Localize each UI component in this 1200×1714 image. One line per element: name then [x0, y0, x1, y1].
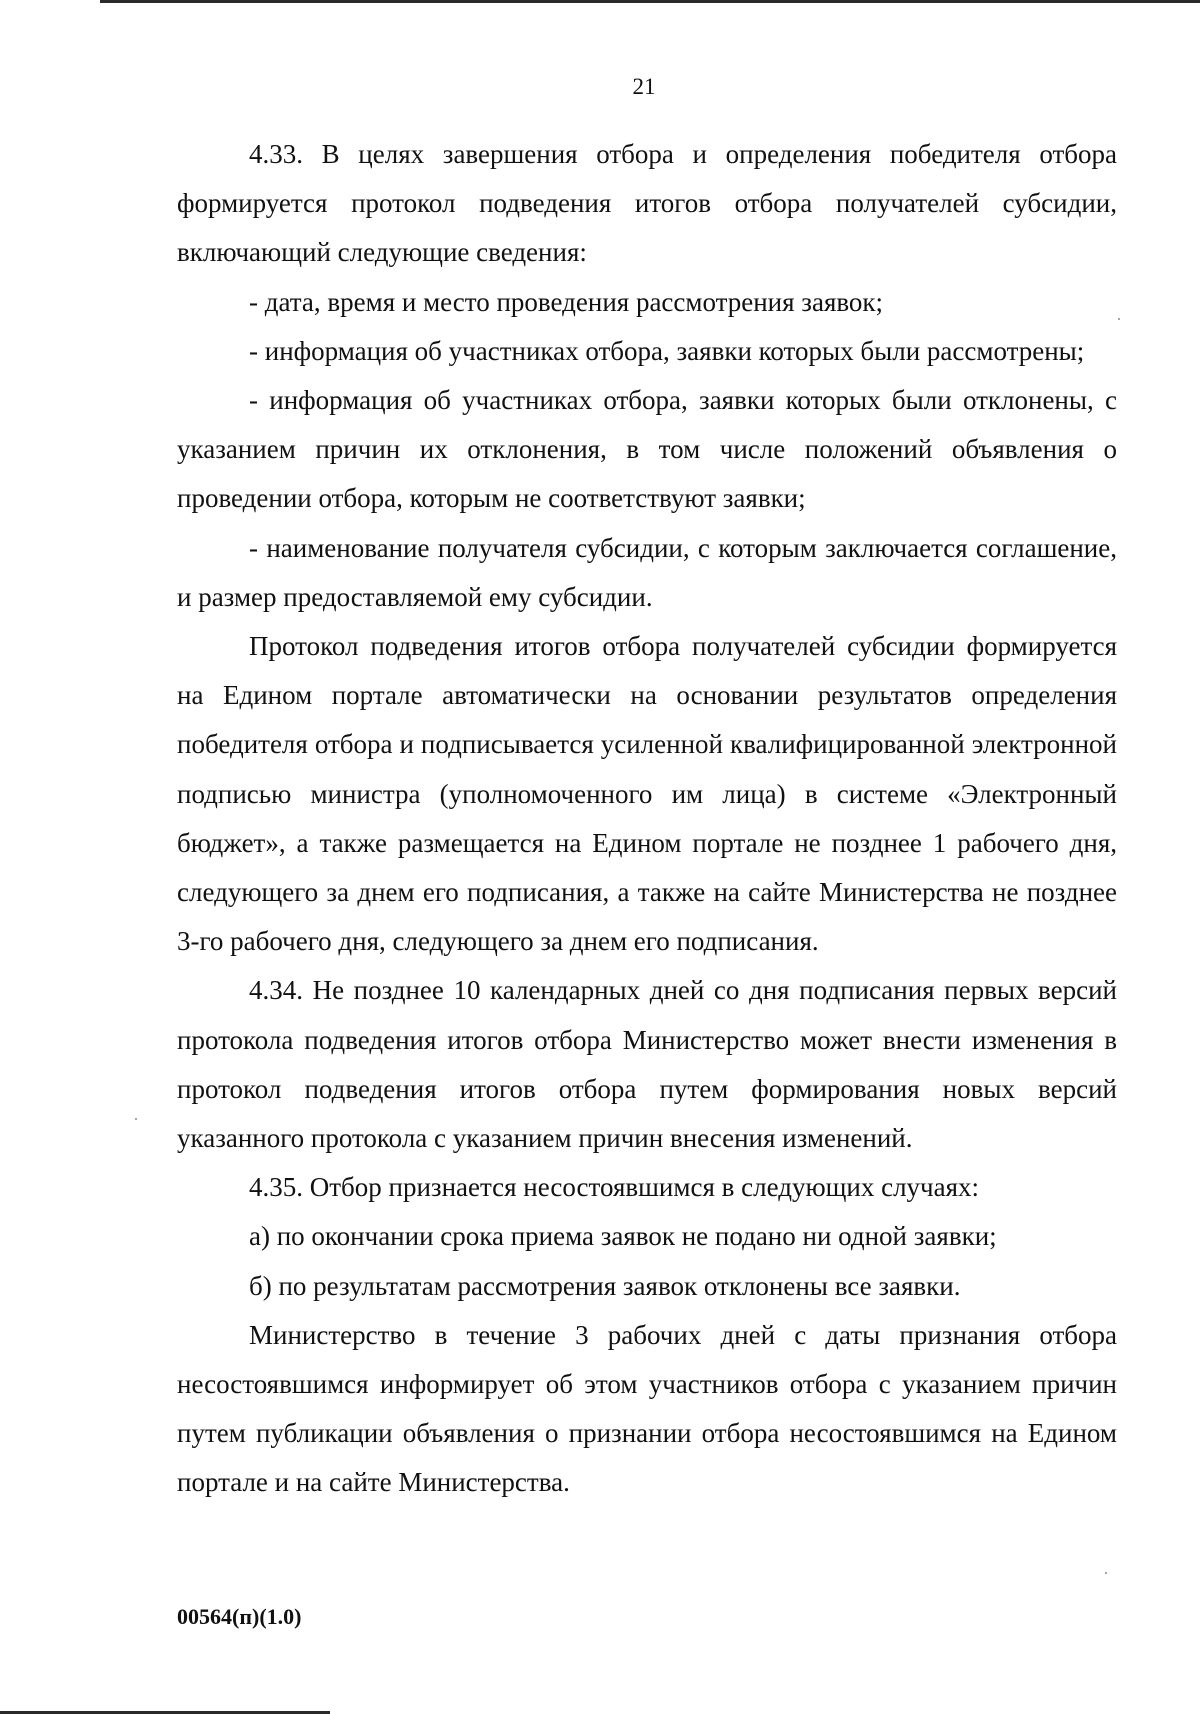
paragraph-ministry-notice: Министерство в течение 3 рабочих дней с даты признания отбора несостоявшимся информирует об этом участников отбора с указанием причин путем публикации объявления о признании отбора несостоявшимся на Едином портале и на сайте Министерства. — [177, 1319, 1117, 1498]
scan-border-top — [100, 0, 1200, 3]
paragraph-protocol-formation: Протокол подведения итогов отбора получателей субсидии формируется на Едином портале автоматически на основании результатов определения победителя отбора и подписывается усиленной квалифицированной электронной подписью министра (уполномоченного им лица) в системе «Электронный бюджет», а также размещается на Едином портале не позднее 1 рабочего дня, следующего за днем его подписания, а также на сайте Министерства не позднее 3-го рабочего дня, следующего за днем его подписания. — [177, 631, 1117, 957]
document-code: 00564(п)(1.0) — [177, 1604, 302, 1629]
page-number: 21 — [632, 74, 656, 99]
paragraph-4-34: 4.34. Не позднее 10 календарных дней со дня подписания первых версий протокола подведения итогов отбора Министерство может внести изменения в протокол подведения итогов отбора путем формирования новых версий указанного протокола с указанием причин внесения изменений. — [177, 975, 1117, 1154]
list-item-rejected-participants: - информация об участниках отбора, заявки которых были отклонены, с указанием причин их отклонения, в том числе положений объявления о проведении отбора, которым не соответствуют заявки; — [177, 385, 1117, 514]
document-body — [177, 130, 1117, 1508]
list-item-a: а) по окончании срока приема заявок не подано ни одной заявки; — [249, 1221, 997, 1252]
paragraph-4-35: 4.35. Отбор признается несостоявшимся в следующих случаях: — [249, 1172, 980, 1203]
list-item-b: б) по результатам рассмотрения заявок отклонены все заявки. — [249, 1270, 961, 1301]
scan-speck — [1105, 1572, 1107, 1574]
scan-speck — [1118, 318, 1120, 320]
list-item-recipient-name: - наименование получателя субсидии, с которым заключается соглашение, и размер предоставляемой ему субсидии. — [177, 532, 1117, 612]
paragraph-4-33: 4.33. В целях завершения отбора и определения победителя отбора формируется протокол подведения итогов отбора получателей субсидии, включающий следующие сведения: — [177, 139, 1117, 268]
scan-speck — [135, 1118, 137, 1120]
list-item-reviewed-participants: - информация об участниках отбора, заявки которых были рассмотрены; — [249, 335, 1085, 366]
list-item-date-time-place: - дата, время и место проведения рассмотрения заявок; — [249, 286, 884, 317]
